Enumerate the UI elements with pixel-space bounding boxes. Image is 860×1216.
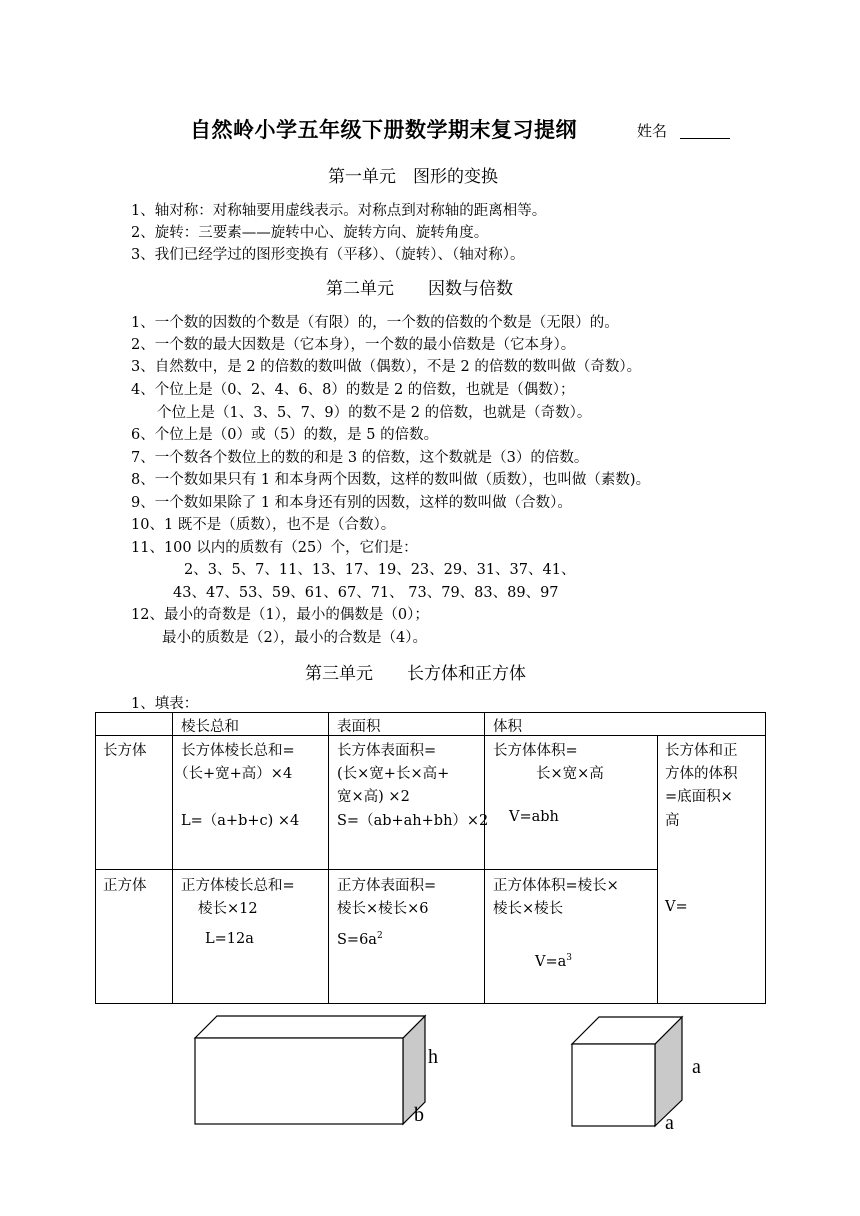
common-volume-text: 方体的体积 xyxy=(665,766,738,782)
cube-edge-text: 棱长×12 xyxy=(198,901,258,917)
cube-edge-formula: L=12a xyxy=(205,931,254,947)
unit2-item: 7、一个数各个数位上的数的和是 3 的倍数，这个数就是（3）的倍数。 xyxy=(131,450,589,466)
table-header: 棱长总和 xyxy=(181,719,239,735)
cuboid-top-face xyxy=(195,1016,425,1038)
table-header: 体积 xyxy=(493,719,522,735)
row-label-cuboid: 长方体 xyxy=(103,743,147,759)
cuboid-edge-formula: L=（a+b+c) ×4 xyxy=(181,813,300,829)
cuboid-area-formula: S=（ab+ah+bh）×2 xyxy=(337,813,489,829)
cuboid-label-b: b xyxy=(414,1104,424,1126)
unit2-item: 11、100 以内的质数有（25）个，它们是： xyxy=(131,540,418,556)
common-volume-text: 高 xyxy=(665,813,680,829)
unit1-item: 3、我们已经学过的图形变换有（平移）、（旋转）、（轴对称）。 xyxy=(131,247,525,263)
common-volume-text: =底面积× xyxy=(665,789,733,805)
unit2-item: 个位上是（1、3、5、7、9）的数不是 2 的倍数，也就是（奇数）。 xyxy=(157,405,592,421)
cuboid-edge-text: （长+宽+高）×4 xyxy=(174,766,293,782)
cube-volume-text: 正方体体积=棱长× xyxy=(493,878,619,894)
page-title: 自然岭小学五年级下册数学期末复习提纲 xyxy=(190,117,577,142)
cube-figure xyxy=(572,1017,701,1134)
cuboid-front-face xyxy=(195,1038,403,1124)
unit1-item: 2、旋转：三要素——旋转中心、旋转方向、旋转角度。 xyxy=(131,225,489,241)
solid-figures xyxy=(0,1000,860,1216)
unit2-item: 3、自然数中，是 2 的倍数的数叫做（偶数），不是 2 的倍数的数叫做（奇数）。 xyxy=(131,359,642,375)
unit2-item: 4、个位上是（0、2、4、6、8）的数是 2 的倍数，也就是（偶数）； xyxy=(131,382,575,398)
name-label: 姓名 xyxy=(637,122,668,140)
common-volume-text: 长方体和正 xyxy=(665,743,738,759)
cube-label-a: a xyxy=(665,1112,674,1134)
unit3-heading: 第三单元 长方体和正方体 xyxy=(305,664,526,684)
unit2-item: 9、一个数如果除了 1 和本身还有别的因数，这样的数叫做（合数）。 xyxy=(131,495,572,511)
common-volume-formula: V= xyxy=(665,899,688,915)
unit2-item: 12、最小的奇数是（1），最小的偶数是（0）； xyxy=(131,607,429,623)
unit2-item: 6、个位上是（0）或（5）的数，是 5 的倍数。 xyxy=(131,427,439,443)
unit2-heading: 第二单元 因数与倍数 xyxy=(326,279,513,299)
table-header: 表面积 xyxy=(337,719,381,735)
cuboid-figure xyxy=(195,1016,438,1126)
unit2-item: 1、一个数的因数的个数是（有限）的，一个数的倍数的个数是（无限）的。 xyxy=(131,315,619,331)
row-label-cube: 正方体 xyxy=(103,878,147,894)
cube-volume-text: 棱长×棱长 xyxy=(493,901,564,917)
cube-edge-text: 正方体棱长总和= xyxy=(181,878,295,894)
cuboid-label-h: h xyxy=(428,1046,438,1068)
unit2-item: 8、一个数如果只有 1 和本身两个因数，这样的数叫做（质数），也叫做（素数)。 xyxy=(131,472,651,488)
unit2-item: 最小的质数是（2），最小的合数是（4）。 xyxy=(162,630,427,646)
unit1-item: 1、轴对称：对称轴要用虚线表示。对称点到对称轴的距离相等。 xyxy=(131,203,547,219)
cube-label-a: a xyxy=(692,1056,701,1078)
prime-list-line: 2、3、5、7、11、13、17、19、23、29、31、37、41、 xyxy=(184,562,576,578)
cube-area-text: 棱长×棱长×6 xyxy=(337,901,429,917)
cube-volume-formula: $V=a^3$ xyxy=(535,953,572,970)
cube-area-formula: $S=6a^2$ xyxy=(337,931,383,948)
cube-area-text: 正方体表面积= xyxy=(337,878,437,894)
cuboid-area-text: 宽×高) ×2 xyxy=(337,789,410,805)
prime-list-line: 43、47、53、59、61、67、71、 73、79、83、89、97 xyxy=(173,585,559,601)
fill-table-label: 1、填表： xyxy=(131,696,199,712)
cuboid-area-text: (长×宽+长×高+ xyxy=(337,766,450,782)
cuboid-volume-text: 长×宽×高 xyxy=(536,766,604,782)
cube-front-face xyxy=(572,1044,655,1126)
unit2-item: 10、1 既不是（质数），也不是（合数）。 xyxy=(131,517,396,533)
cuboid-volume-text: 长方体体积= xyxy=(493,743,578,759)
cuboid-edge-text: 长方体棱长总和= xyxy=(181,743,295,759)
unit1-heading: 第一单元 图形的变换 xyxy=(328,167,498,187)
name-blank-line xyxy=(680,138,730,139)
unit2-item: 2、一个数的最大因数是（它本身），一个数的最小倍数是（它本身）。 xyxy=(131,337,576,353)
cuboid-area-text: 长方体表面积= xyxy=(337,743,437,759)
cuboid-volume-formula: V=abh xyxy=(509,809,559,825)
